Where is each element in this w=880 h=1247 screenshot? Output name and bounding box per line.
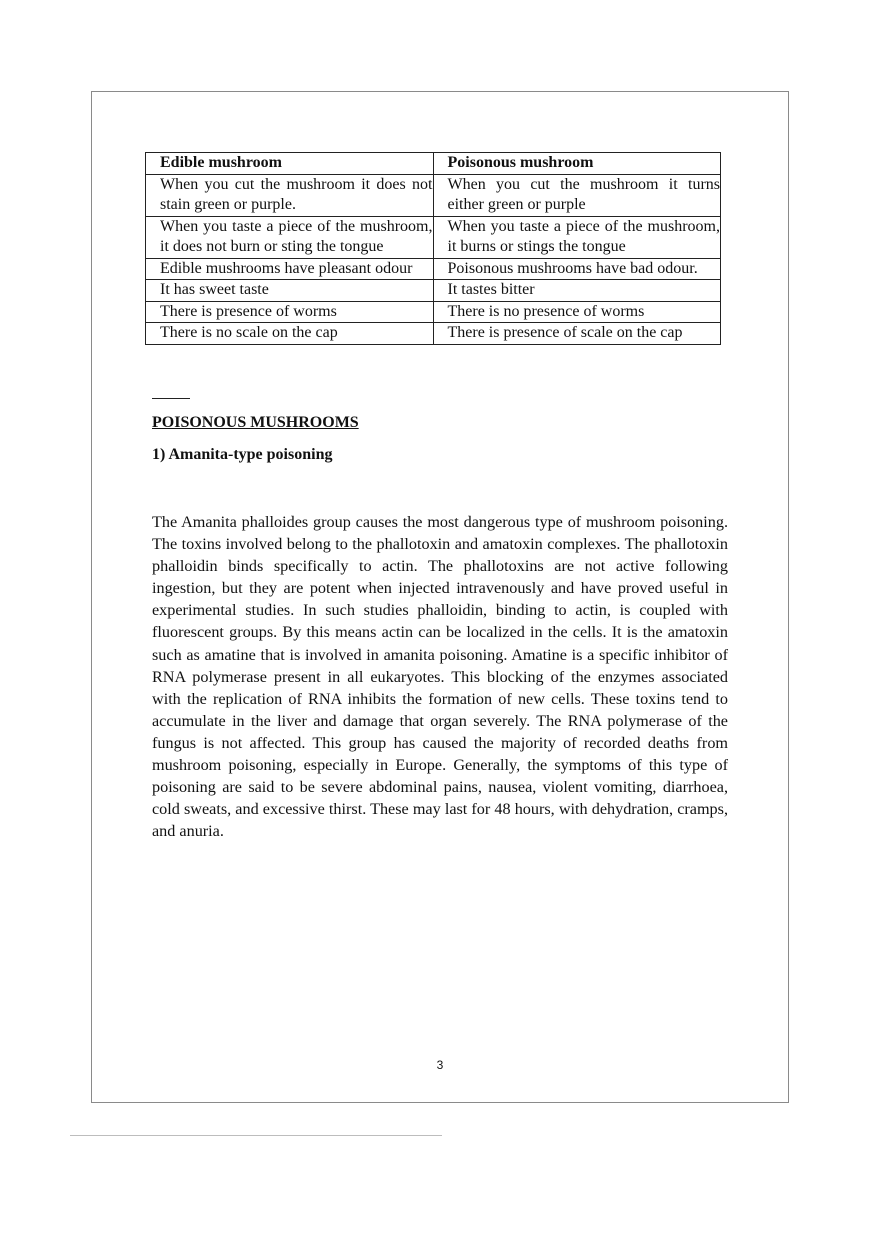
body-paragraph: The Amanita phalloides group causes the most dangerous type of mushroom poisoning. The toxins involved belong to the phallotoxin and amatoxin complexes. The phallotoxin phalloidin binds specifically to actin. The phallotoxins are not active following ingestion, but they are potent when injected intravenously and have proved useful in experimental studies. In such studies phalloidin, binding to actin, is coupled with fluorescent groups. By this means actin can be localized in the cells. It is the amatoxin such as amatine that is involved in amanita poisoning. Amatine is a specific inhibitor of RNA polymerase present in all eukaryotes. This blocking of the enzymes associated with the replication of RNA inhibits the formation of new cells. These toxins tend to accumulate in the liver and damage that organ severely. The RNA polymerase of the fungus is not affected. This group has caused the majority of recorded deaths from mushroom poisoning, especially in Europe. Generally, the symptoms of this type of poisoning are said to be severe abdominal pains, nausea, violent vomiting, diarrhoea, cold sweats, and excessive thirst. These may last for 48 hours, with dehydration, cramps, and anuria.	[152, 513, 728, 841]
table-cell: It has sweet taste	[146, 280, 434, 302]
table-row	[146, 301, 721, 323]
comparison-table	[145, 152, 721, 345]
footnote-divider	[70, 1135, 442, 1136]
table-cell: There is no scale on the cap	[146, 323, 434, 345]
table-cell: When you cut the mushroom it turns either green or purple	[433, 174, 721, 216]
header-poisonous: Poisonous mushroom	[433, 153, 721, 175]
table-cell: When you taste a piece of the mushroom, it burns or stings the tongue	[433, 216, 721, 258]
short-divider	[152, 398, 190, 399]
table-cell: When you taste a piece of the mushroom, it does not burn or sting the tongue	[146, 216, 434, 258]
table-cell: There is presence of scale on the cap	[433, 323, 721, 345]
section-heading: POISONOUS MUSHROOMS	[152, 414, 359, 431]
table-row	[146, 323, 721, 345]
page-number: 3	[436, 1058, 444, 1072]
table-cell: There is no presence of worms	[433, 301, 721, 323]
subheading: 1) Amanita-type poisoning	[152, 446, 333, 463]
table-row	[146, 258, 721, 280]
table-cell: Edible mushrooms have pleasant odour	[146, 258, 434, 280]
header-edible: Edible mushroom	[146, 153, 434, 175]
table-cell: There is presence of worms	[146, 301, 434, 323]
table-cell: It tastes bitter	[433, 280, 721, 302]
table-row	[146, 174, 721, 216]
table-cell: Poisonous mushrooms have bad odour.	[433, 258, 721, 280]
table-row	[146, 216, 721, 258]
table-header-row	[146, 153, 721, 175]
table-row	[146, 280, 721, 302]
table-cell: When you cut the mushroom it does not stain green or purple.	[146, 174, 434, 216]
